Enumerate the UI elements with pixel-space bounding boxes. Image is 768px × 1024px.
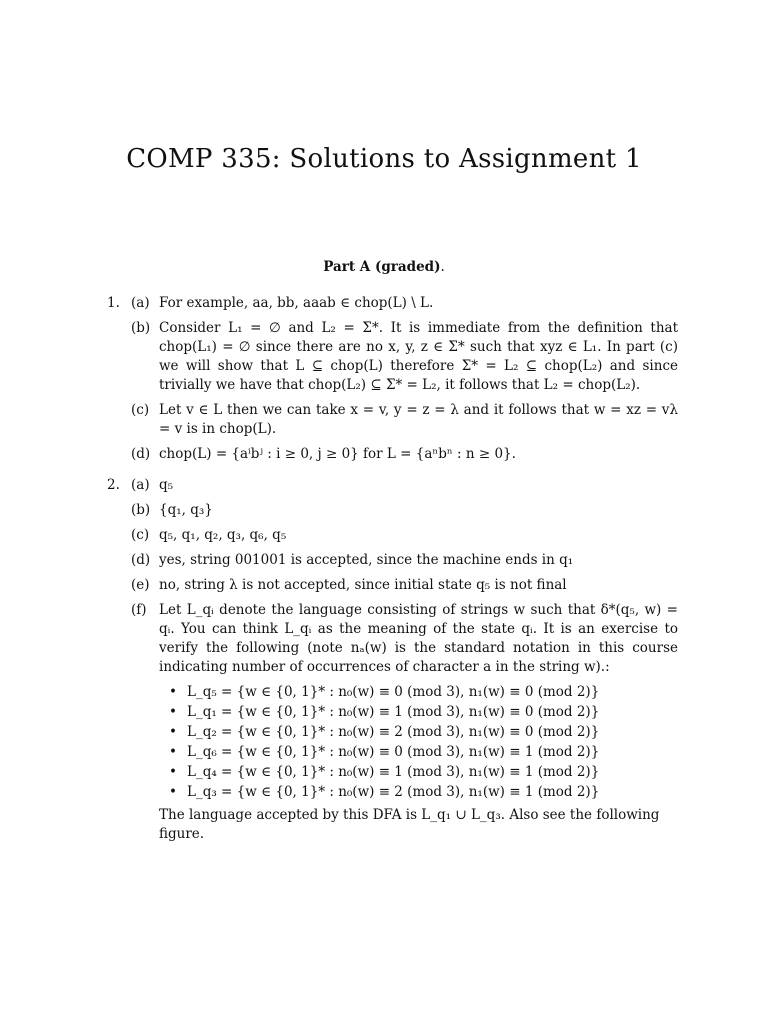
part-text: no, string λ is not accepted, since initial state q₅ is not final xyxy=(159,577,567,593)
part-label: (b) xyxy=(131,320,151,336)
part-label: (d) xyxy=(131,446,151,462)
list-item: • L_q₅ = {w ∈ {0, 1}* : n₀(w) ≡ 0 (mod 3), n₁(w) ≡ 0 (mod 2)} xyxy=(169,683,678,702)
list-item: • L_q₂ = {w ∈ {0, 1}* : n₀(w) ≡ 2 (mod 3), n₁(w) ≡ 0 (mod 2)} xyxy=(169,723,678,742)
part-text: q₅ xyxy=(159,477,174,493)
question-part xyxy=(107,445,678,464)
part-label: (a) xyxy=(131,295,150,311)
part-label: (d) xyxy=(131,552,151,568)
question-part xyxy=(107,401,678,439)
part-text: Let v ∈ L then we can take x = v, y = z = λ and it follows that w = xz = vλ = v is in chop(L). xyxy=(159,402,678,437)
question-part xyxy=(107,576,678,595)
part-text: q₅, q₁, q₂, q₃, q₆, q₅ xyxy=(159,527,287,543)
part-label: (e) xyxy=(131,577,150,593)
question-number: 1. xyxy=(107,295,120,311)
part-label: (c) xyxy=(131,402,150,418)
part-text: Let L_qᵢ denote the language consisting of strings w such that δ*(q₅, w) = qᵢ. You can think L_qᵢ as the meaning of the state qᵢ. It is an exercise to verify the following (note nₐ(w) is the standard notation in this course indicating number of occurrences of character a in the string w).: xyxy=(159,602,678,675)
question-part xyxy=(107,601,678,844)
list-item: • L_q₄ = {w ∈ {0, 1}* : n₀(w) ≡ 1 (mod 3), n₁(w) ≡ 1 (mod 2)} xyxy=(169,763,678,782)
part-text: For example, aa, bb, aaab ∈ chop(L) \ L. xyxy=(159,295,434,311)
section-heading-bold: Part A (graded) xyxy=(323,259,441,275)
section-heading xyxy=(0,259,768,275)
question-2 xyxy=(107,476,678,844)
section-heading-tail: . xyxy=(440,259,445,275)
question-part xyxy=(107,294,678,313)
list-item: • L_q₁ = {w ∈ {0, 1}* : n₀(w) ≡ 1 (mod 3), n₁(w) ≡ 0 (mod 2)} xyxy=(169,703,678,722)
list-item: • L_q₆ = {w ∈ {0, 1}* : n₀(w) ≡ 0 (mod 3), n₁(w) ≡ 1 (mod 2)} xyxy=(169,743,678,762)
part-label: (b) xyxy=(131,502,151,518)
solutions-body xyxy=(107,294,678,856)
part-text: {q₁, q₃} xyxy=(159,502,213,518)
list-item: • L_q₃ = {w ∈ {0, 1}* : n₀(w) ≡ 2 (mod 3), n₁(w) ≡ 1 (mod 2)} xyxy=(169,783,678,802)
part-label: (c) xyxy=(131,527,150,543)
document-title: COMP 335: Solutions to Assignment 1 xyxy=(126,144,642,174)
question-part xyxy=(107,551,678,570)
closing-paragraph: The language accepted by this DFA is L_q₁ ∪ L_q₃. Also see the following figure. xyxy=(159,807,660,842)
part-label: (a) xyxy=(131,477,150,493)
language-definition-list xyxy=(159,683,678,802)
question-part xyxy=(107,319,678,395)
question-part xyxy=(107,476,678,495)
part-text: chop(L) = {aⁱbʲ : i ≥ 0, j ≥ 0} for L = {aⁿbⁿ : n ≥ 0}. xyxy=(159,446,516,462)
question-1 xyxy=(107,294,678,464)
question-part xyxy=(107,501,678,520)
question-number: 2. xyxy=(107,477,120,493)
part-text: yes, string 001001 is accepted, since the machine ends in q₁ xyxy=(159,552,574,568)
part-text: Consider L₁ = ∅ and L₂ = Σ*. It is immediate from the definition that chop(L₁) = ∅ since there are no x, y, z ∈ Σ* such that xyz ∈ L₁. In part (c) we will show that L ⊆ chop(L) therefore Σ* = L₂ ⊆ chop(L₂) and since trivially we have that chop(L₂) ⊆ Σ* = L₂, it follows that L₂ = chop(L₂). xyxy=(159,320,678,393)
question-part xyxy=(107,526,678,545)
part-label: (f) xyxy=(131,602,147,618)
